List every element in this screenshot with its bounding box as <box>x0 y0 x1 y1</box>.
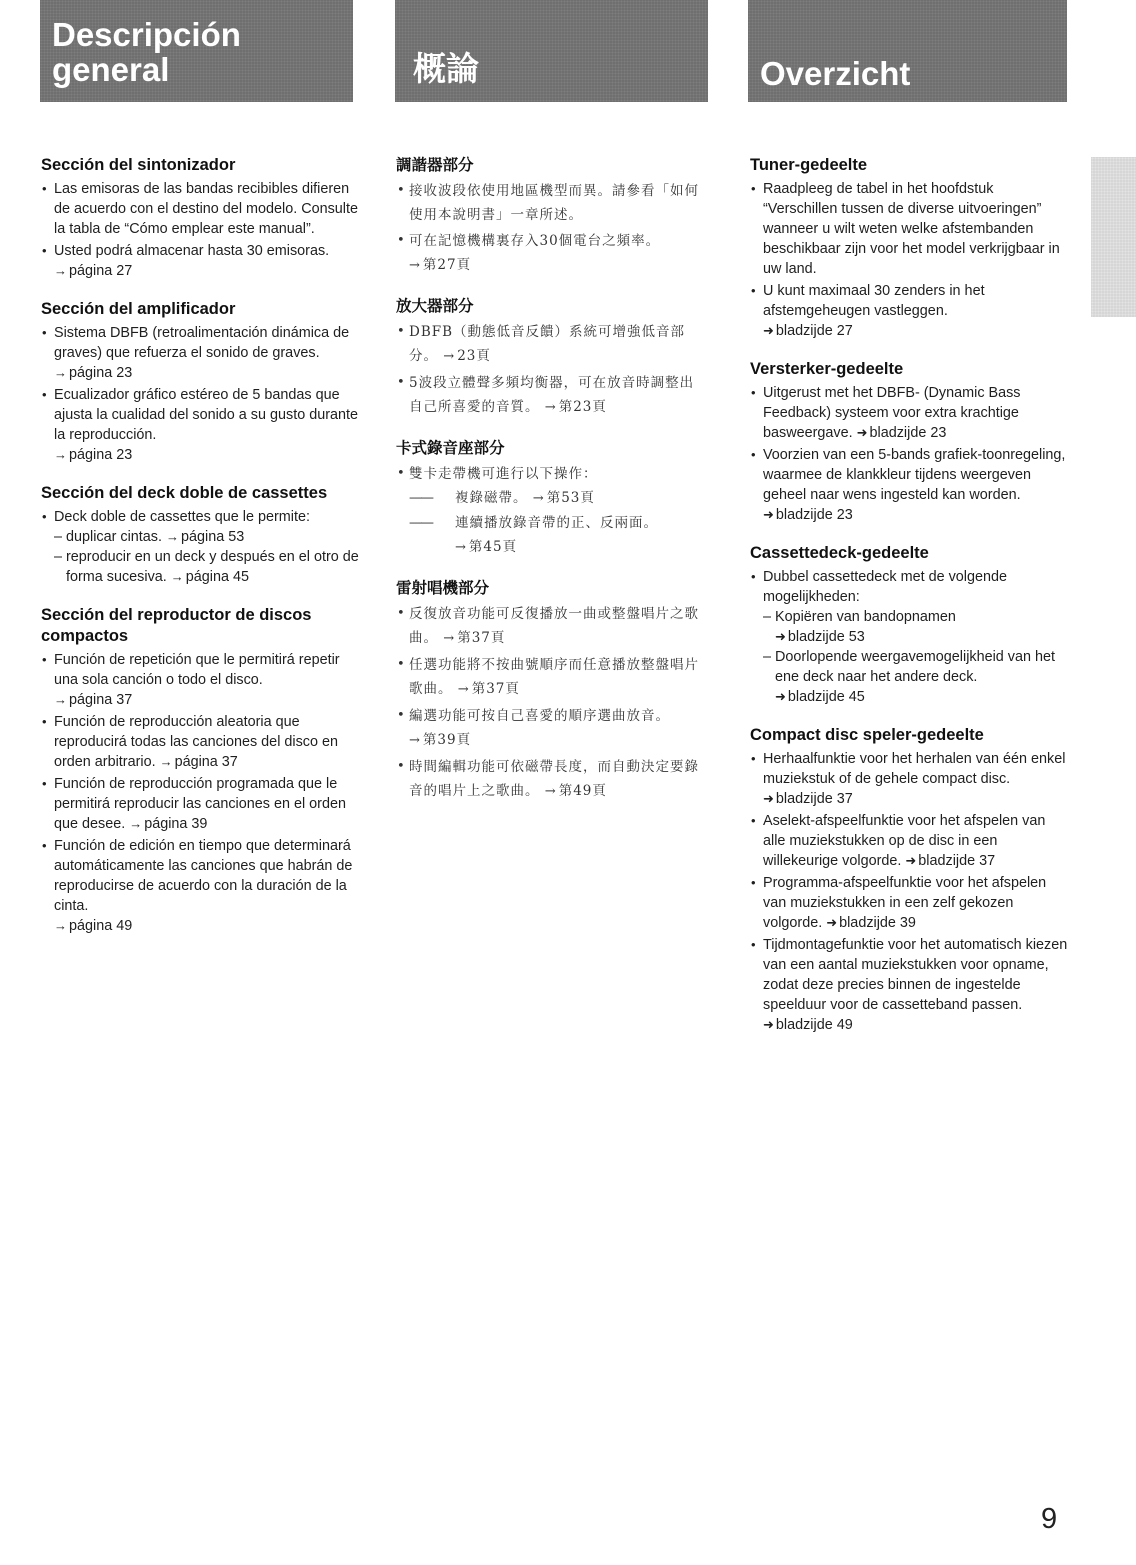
section-title: Sección del amplificador <box>41 300 236 318</box>
item-text: DBFB（動態低音反饋）系統可增強低音部分。 <box>409 324 686 364</box>
page-reference <box>54 445 361 465</box>
page-reference-text: bladzijde 37 <box>775 791 853 807</box>
section <box>41 155 361 281</box>
list-item <box>750 935 1068 1035</box>
arrow-icon: ➜ <box>775 689 786 704</box>
arrow-icon: → <box>54 365 67 380</box>
side-tab-marker <box>1091 157 1136 317</box>
arrow-icon: → <box>532 491 545 506</box>
page-reference-text: bladzijde 37 <box>918 853 996 869</box>
list-item <box>396 653 708 702</box>
section <box>396 578 708 804</box>
item-text: Voorzien van een 5-bands grafiek-toonregeling, waarmee de klankkleur tijdens weergeven geheel naar wens ingesteld kan worden. <box>763 447 1066 503</box>
bullet-list <box>396 179 708 278</box>
item-text: 時間編輯功能可依磁帶長度，而自動決定要錄音的唱片上之歌曲。 <box>409 759 699 799</box>
page-reference <box>129 816 207 832</box>
page-reference <box>545 399 607 415</box>
list-item <box>41 179 361 239</box>
bullet-list <box>396 320 708 420</box>
page-reference <box>905 853 995 869</box>
page-reference <box>54 916 361 936</box>
page-reference-text: página 23 <box>69 447 133 463</box>
page-reference <box>775 627 1068 647</box>
arrow-icon: ➜ <box>905 853 917 868</box>
arrow-icon: ➜ <box>763 507 774 522</box>
arrow-icon: → <box>409 733 421 748</box>
list-item <box>41 650 361 710</box>
item-text: Uitgerust met het DBFB- (Dynamic Bass Feedback) systeem voor extra krachtige basweergave. <box>763 385 1021 441</box>
item-text: Deck doble de cassettes que le permite: <box>54 509 310 525</box>
bullet-list <box>396 602 708 804</box>
page-reference <box>54 365 132 381</box>
page-reference-text: 第49頁 <box>558 783 607 799</box>
list-item <box>750 873 1068 933</box>
page-reference-text: 第39頁 <box>422 732 472 748</box>
arrow-icon: → <box>170 569 184 584</box>
arrow-icon: → <box>455 540 467 555</box>
section <box>750 155 1068 341</box>
page-reference <box>857 425 947 441</box>
item-text: Ecualizador gráfico estéreo de 5 bandas que ajusta la cualidad del sonido a su gusto durante la reproducción. <box>54 387 359 443</box>
banner-title: Overzicht <box>760 55 911 92</box>
bullet-list <box>750 749 1068 1035</box>
page-reference <box>763 321 1068 341</box>
list-item <box>396 371 708 420</box>
item-text: 5波段立體聲多頻均衡器，可在放音時調整出自己所喜愛的音質。 <box>409 375 695 415</box>
section-title: Sección del reproductor de discos compactos <box>41 606 312 645</box>
page-reference-text: página 39 <box>144 816 208 832</box>
arrow-icon: → <box>54 263 67 278</box>
item-text: Usted podrá almacenar hasta 30 emisoras. <box>54 243 330 259</box>
item-text: 任選功能將不按曲號順序而任意播放整盤唱片歌曲。 <box>409 657 699 697</box>
column-chinese <box>396 155 708 822</box>
page-reference-text: 第45頁 <box>468 539 518 555</box>
arrow-icon: → <box>457 682 470 697</box>
list-item <box>750 383 1068 443</box>
item-text: 雙卡走帶機可進行以下操作： <box>409 466 598 482</box>
page-reference <box>826 915 916 931</box>
page-reference-text: página 53 <box>181 529 245 545</box>
bullet-list <box>41 323 361 465</box>
page-reference <box>458 681 520 697</box>
list-item <box>396 462 708 560</box>
item-text: Programma-afspeelfunktie voor het afspelen van muziekstukken in een zelf gekozen volgorde. <box>763 875 1047 931</box>
page-reference <box>166 529 244 545</box>
page-reference <box>545 783 607 799</box>
bullet-list <box>750 567 1068 707</box>
list-item <box>750 811 1068 871</box>
page-reference <box>775 687 1068 707</box>
list-item <box>396 704 708 753</box>
arrow-icon: → <box>54 447 67 462</box>
page-reference-text: bladzijde 27 <box>775 323 853 339</box>
section <box>396 296 708 420</box>
section-title: 卡式錄音座部分 <box>396 439 505 457</box>
item-text: Sistema DBFB (retroalimentación dinámica de graves) que refuerza el sonido de graves. <box>54 325 350 361</box>
sub-item-text: Kopiëren van bandopnamen <box>775 609 956 625</box>
page-reference <box>54 263 132 279</box>
page-reference-text: bladzijde 49 <box>775 1017 853 1033</box>
page-reference <box>443 630 505 646</box>
list-item <box>41 712 361 772</box>
list-item <box>750 179 1068 279</box>
list-item <box>396 320 708 369</box>
section-title: 雷射唱機部分 <box>396 579 490 597</box>
section <box>41 483 361 587</box>
page-reference <box>533 490 595 506</box>
page-reference <box>409 728 708 753</box>
sub-item-text: reproducir en un deck y después en el otro de forma sucesiva. <box>66 549 359 585</box>
page-reference <box>409 253 708 278</box>
item-text: Función de repetición que le permitirá repetir una sola canción o todo el disco. <box>54 652 340 688</box>
arrow-icon: → <box>166 529 179 544</box>
section-title: Tuner-gedeelte <box>750 156 868 174</box>
sub-item-text: 連續播放錄音帶的正、反兩面。 <box>455 515 658 531</box>
list-item <box>750 281 1068 341</box>
arrow-icon: ➜ <box>775 629 786 644</box>
page-reference-text: 23頁 <box>457 348 491 364</box>
sub-item <box>54 527 361 547</box>
section-title: 放大器部分 <box>396 297 474 315</box>
column-dutch <box>750 155 1068 1053</box>
banner-chinese <box>395 0 708 102</box>
arrow-icon: → <box>409 258 421 273</box>
page-reference-text: bladzijde 45 <box>787 689 865 705</box>
section-title: Cassettedeck-gedeelte <box>750 544 929 562</box>
sub-item <box>409 486 708 511</box>
arrow-icon: ➜ <box>763 791 774 806</box>
list-item <box>396 179 708 227</box>
list-item <box>41 774 361 834</box>
section-title: Compact disc speler-gedeelte <box>750 726 984 744</box>
item-text: Tijdmontagefunktie voor het automatisch kiezen van een aantal muziekstukken voor opname, zodat deze precies binnen de ingestelde speelduur voor de cassetteband passen. <box>763 937 1068 1013</box>
sub-item-text: Doorlopende weergavemogelijkheid van het ene deck naar het andere deck. <box>775 649 1055 685</box>
section <box>41 605 361 936</box>
page-reference <box>171 569 249 585</box>
arrow-icon: → <box>544 400 557 415</box>
page-reference-text: 第37頁 <box>471 681 520 697</box>
sub-item-text: duplicar cintas. <box>66 529 162 545</box>
list-item <box>41 507 361 587</box>
page-reference <box>160 754 238 770</box>
section <box>750 543 1068 707</box>
sub-item <box>763 647 1068 707</box>
list-item <box>41 385 361 465</box>
bullet-list <box>396 462 708 560</box>
arrow-icon: ➜ <box>826 915 838 930</box>
item-text: Aselekt-afspeelfunktie voor het afspelen van alle muziekstukken op de disc in een willekeurige volgorde. <box>763 813 1046 869</box>
column-spanish <box>41 155 361 954</box>
section <box>750 725 1068 1035</box>
page-reference-text: página 45 <box>185 569 250 585</box>
arrow-icon: → <box>443 631 456 646</box>
arrow-icon: → <box>54 692 67 707</box>
arrow-icon: ➜ <box>763 1017 774 1032</box>
arrow-icon: → <box>54 918 67 933</box>
page-reference <box>763 791 853 807</box>
page-reference <box>54 690 361 710</box>
page-reference-text: página 49 <box>69 918 133 934</box>
item-text: 可在記憶機構裏存入30個電台之頻率。 <box>409 233 661 249</box>
list-item <box>750 445 1068 525</box>
item-text: U kunt maximaal 30 zenders in het afstemgeheugen vastleggen. <box>763 283 985 319</box>
banner-title: 概論 <box>413 49 479 88</box>
bullet-list <box>750 383 1068 525</box>
page-reference-text: 第53頁 <box>546 490 595 506</box>
page-reference-text: bladzijde 23 <box>775 507 853 523</box>
page-reference <box>455 535 708 560</box>
page-reference-text: página 37 <box>69 692 133 708</box>
arrow-icon: ➜ <box>856 425 868 440</box>
page-reference-text: página 27 <box>69 263 133 279</box>
page-reference <box>763 507 853 523</box>
section-title: Versterker-gedeelte <box>750 360 904 378</box>
item-text: Dubbel cassettedeck met de volgende mogelijkheden: <box>763 569 1007 605</box>
bullet-list <box>41 179 361 281</box>
page-reference-text: bladzijde 53 <box>787 629 865 645</box>
item-text: 反復放音功能可反復播放一曲或整盤唱片之歌曲。 <box>409 606 699 646</box>
banner-title-line-1: Descripción <box>52 16 241 53</box>
bullet-list <box>41 650 361 936</box>
page-reference-text: bladzijde 39 <box>839 915 916 931</box>
page-reference-text: página 23 <box>69 365 133 381</box>
sub-item <box>763 607 1068 647</box>
page-reference <box>443 348 491 364</box>
page-reference <box>763 1017 853 1033</box>
banner-title-line-2: general <box>52 50 170 88</box>
arrow-icon: ➜ <box>763 323 774 338</box>
page-reference-text: 第27頁 <box>422 257 472 273</box>
list-item <box>396 229 708 278</box>
page-reference-text: página 37 <box>174 754 238 770</box>
list-item <box>750 749 1068 809</box>
bullet-list <box>750 179 1068 341</box>
item-text: Raadpleeg de tabel in het hoofdstuk “Verschillen tussen de diverse uitvoeringen” wanneer u wilt weten welke afstembanden beschikbaar zijn voor het model verkrijgbaar in uw land. <box>763 181 1060 277</box>
list-item <box>750 567 1068 707</box>
item-text: Las emisoras de las bandas recibibles difieren de acuerdo con el destino del modelo. Consulte la tabla de “Cómo emplear este manual”. <box>54 181 359 237</box>
page-reference-text: bladzijde 23 <box>869 425 947 441</box>
page-reference-text: 第37頁 <box>457 630 506 646</box>
item-text: Herhaalfunktie voor het herhalen van één enkel muziekstuk of de gehele compact disc. <box>763 751 1066 787</box>
item-text: Función de reproducción aleatoria que reproducirá todas las canciones del disco en orden arbitrario. <box>54 714 338 770</box>
list-item <box>41 836 361 936</box>
sub-item <box>409 511 708 560</box>
list-item <box>396 755 708 804</box>
item-text: Función de edición en tiempo que determinará automáticamente las canciones que habrán de reproducirse de acuerdo con la duración de la cinta. <box>54 838 353 914</box>
list-item <box>41 241 361 281</box>
arrow-icon: → <box>159 754 173 769</box>
list-item <box>41 323 361 383</box>
page-reference-text: 第23頁 <box>558 399 607 415</box>
section-title: Sección del sintonizador <box>41 156 236 174</box>
section <box>396 438 708 560</box>
banner-dutch <box>748 0 1067 102</box>
section <box>750 359 1068 525</box>
page-number: 9 <box>1041 1503 1058 1535</box>
bullet-list <box>41 507 361 587</box>
section-title: Sección del deck doble de cassettes <box>41 484 328 502</box>
arrow-icon: → <box>544 784 557 799</box>
section <box>41 299 361 465</box>
banner-spanish <box>40 0 353 102</box>
section <box>396 155 708 278</box>
sub-item <box>54 547 361 587</box>
arrow-icon: → <box>129 816 143 831</box>
sub-item-text: 複錄磁帶。 <box>455 490 528 506</box>
arrow-icon: → <box>443 349 456 364</box>
item-text: Función de reproducción programada que le permitirá reproducir las canciones en el orden que desee. <box>54 776 346 832</box>
item-text: 接收波段依使用地區機型而異。請參看「如何使用本說明書」一章所述。 <box>409 183 699 223</box>
item-text: 編選功能可按自己喜愛的順序選曲放音。 <box>409 708 670 724</box>
list-item <box>396 602 708 651</box>
section-title: 調諧器部分 <box>396 156 474 174</box>
